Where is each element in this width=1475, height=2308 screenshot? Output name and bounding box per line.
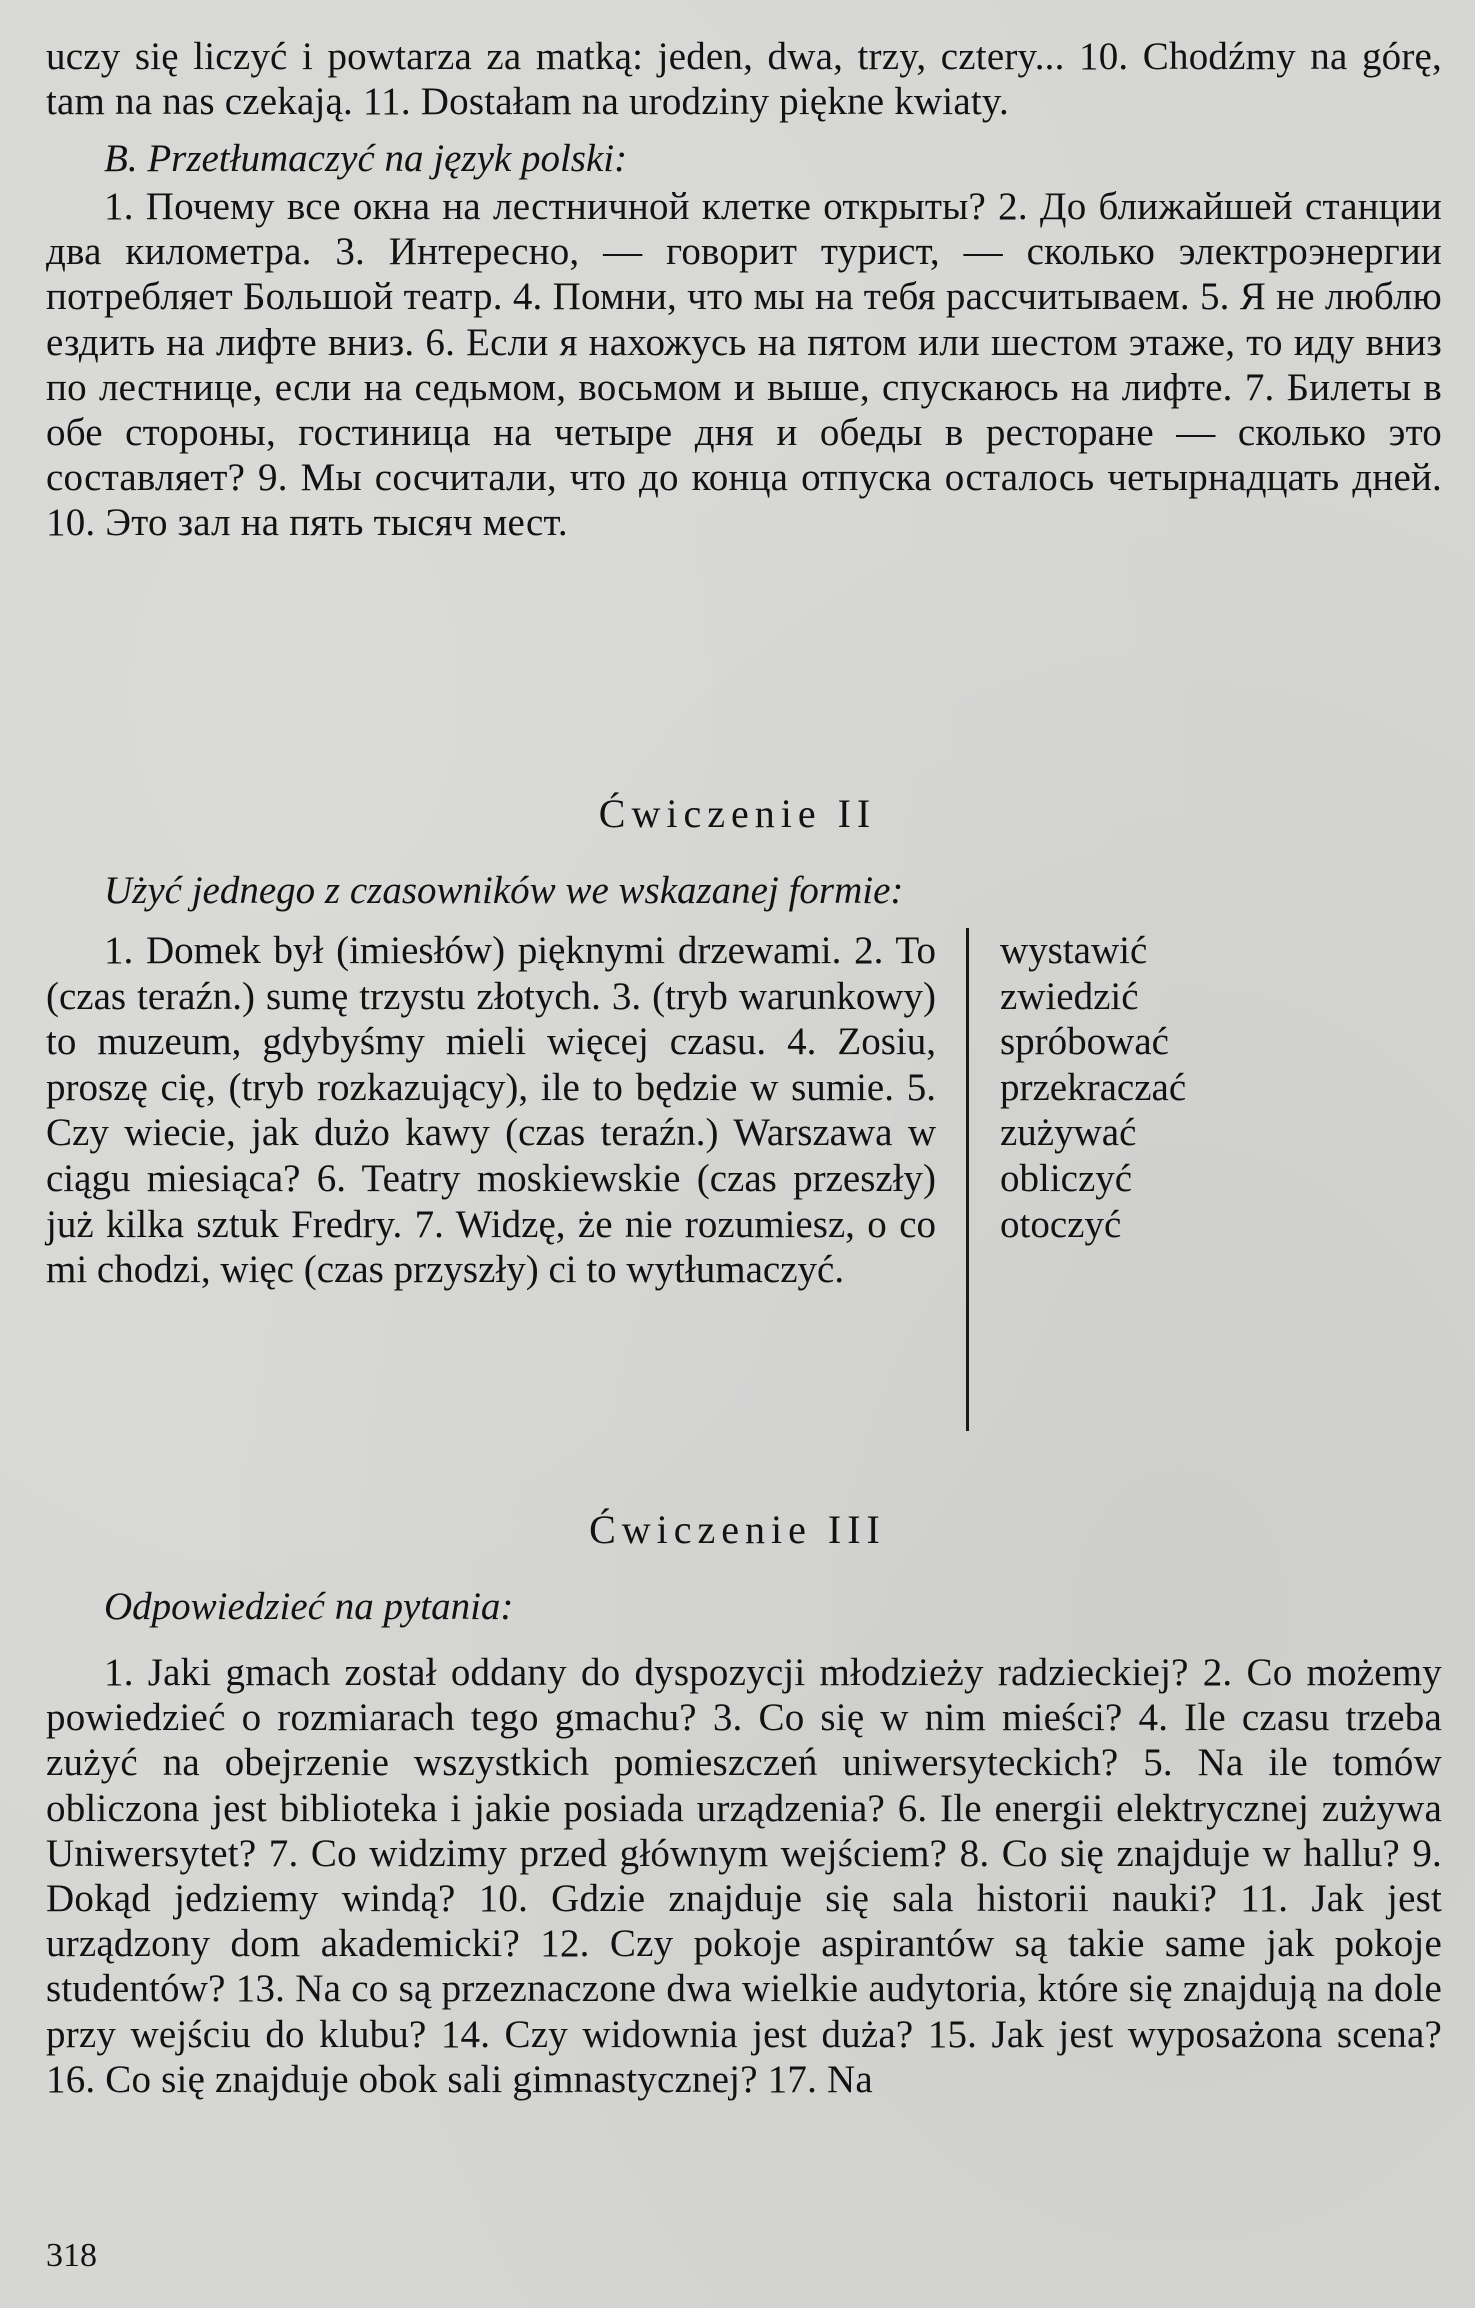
- section-b-block: [46, 184, 1442, 546]
- verb-item: otoczyć: [1000, 1202, 1122, 1246]
- verb-item: zwiedzić: [1000, 974, 1139, 1018]
- column-divider: [966, 928, 969, 1431]
- section-b-paragraph: 1. Почему все окна на лестничной клетке открыты? 2. До ближайшей станции два километра. 3. Интересно, — говорит турист, — сколько электроэнергии потребляет Большой театр. 4. Помни, что мы на тебя рассчитываем. 5. Я не люблю ездить на лифте вниз. 6. Если я нахожусь на пятом или шестом этаже, то иду вниз по лестнице, если на седьмом, восьмом и выше, спускаюсь на лифте. 7. Билеты в обе стороны, гостиница на четыре дня и обеды в ресторане — сколько это составляет? 9. Мы сосчитали, что до конца отпуска осталось четырнадцать дней. 10. Это зал на пять тысяч мест.: [46, 185, 1442, 545]
- exercise-3-title: Ćwiczenie III: [589, 1507, 886, 1552]
- verb-item: przekraczać: [1000, 1065, 1187, 1109]
- exercise-3-paragraph: 1. Jaki gmach został oddany do dyspozycji młodzieży radzieckiej? 2. Co możemy powiedzieć o rozmiarach tego gmachu? 3. Co się w nim mieści? 4. Ile czasu trzeba zużyć na obejrzenie wszystkich pomieszczeń uniwersyteckich? 5. Na ile tomów obliczona jest biblioteka i jakie posiada urządzenia? 6. Ile energii elektrycznej zużywa Uniwersytet? 7. Co widzimy przed głównym wejściem? 8. Co się znajduje w hallu? 9. Dokąd jedziemy windą? 10. Gdzie znajduje się sala historii nauki? 11. Jak jest urządzony dom akademicki? 12. Czy pokoje aspirantów są takie same jak pokoje studentów? 13. Na co są przeznaczone dwa wielkie audytoria, które się znajdują na dole przy wejściu do klubu? 14. Czy widownia jest duża? 15. Jak jest wyposażona scena? 16. Co się znajduje obok sali gimnastycznej? 17. Na: [46, 1651, 1442, 2101]
- page-number: 318: [46, 2237, 97, 2274]
- exercise-3-block: [46, 1650, 1442, 2102]
- top-continuation-block: [46, 34, 1442, 124]
- exercise-2-paragraph: 1. Domek był (imiesłów) pięknymi drzewami. 2. To (czas teraźn.) sumę trzystu złotych. 3. (tryb warunkowy) to muzeum, gdybyśmy mieli więcej czasu. 4. Zosiu, proszę cię, (tryb rozkazujący), ile to będzie w sumie. 5. Czy wiecie, jak dużo kawy (czas teraźn.) Warszawa w ciągu miesiąca? 6. Teatry moskiewskie (czas przeszły) już kilka sztuk Fredry. 7. Widzę, że nie rozumiesz, o co mi chodzi, więc (czas przyszły) ci to wytłumaczyć.: [46, 929, 936, 1292]
- verb-item: wystawić: [1000, 929, 1148, 972]
- verb-list: [1000, 928, 1420, 1247]
- verb-item: obliczyć: [1000, 1156, 1133, 1200]
- section-b-instruction: B. Przetłumaczyć na język polski:: [104, 137, 628, 180]
- verb-item: spróbować: [1000, 1020, 1169, 1064]
- exercise-3-instruction: Odpowiedzieć na pytania:: [104, 1585, 514, 1628]
- exercise-2-text-column: [46, 928, 936, 1293]
- exercise-2-title: Ćwiczenie II: [598, 791, 877, 836]
- verb-item: zużywać: [1000, 1111, 1137, 1155]
- exercise-2-instruction: Użyć jednego z czasowników we wskazanej formie:: [104, 869, 904, 912]
- continuation-paragraph: uczy się liczyć i powtarza za matką: jeden, dwa, trzy, cztery... 10. Chodźmy na górę, tam na nas czekają. 11. Dostałam na urodziny piękne kwiaty.: [46, 35, 1442, 124]
